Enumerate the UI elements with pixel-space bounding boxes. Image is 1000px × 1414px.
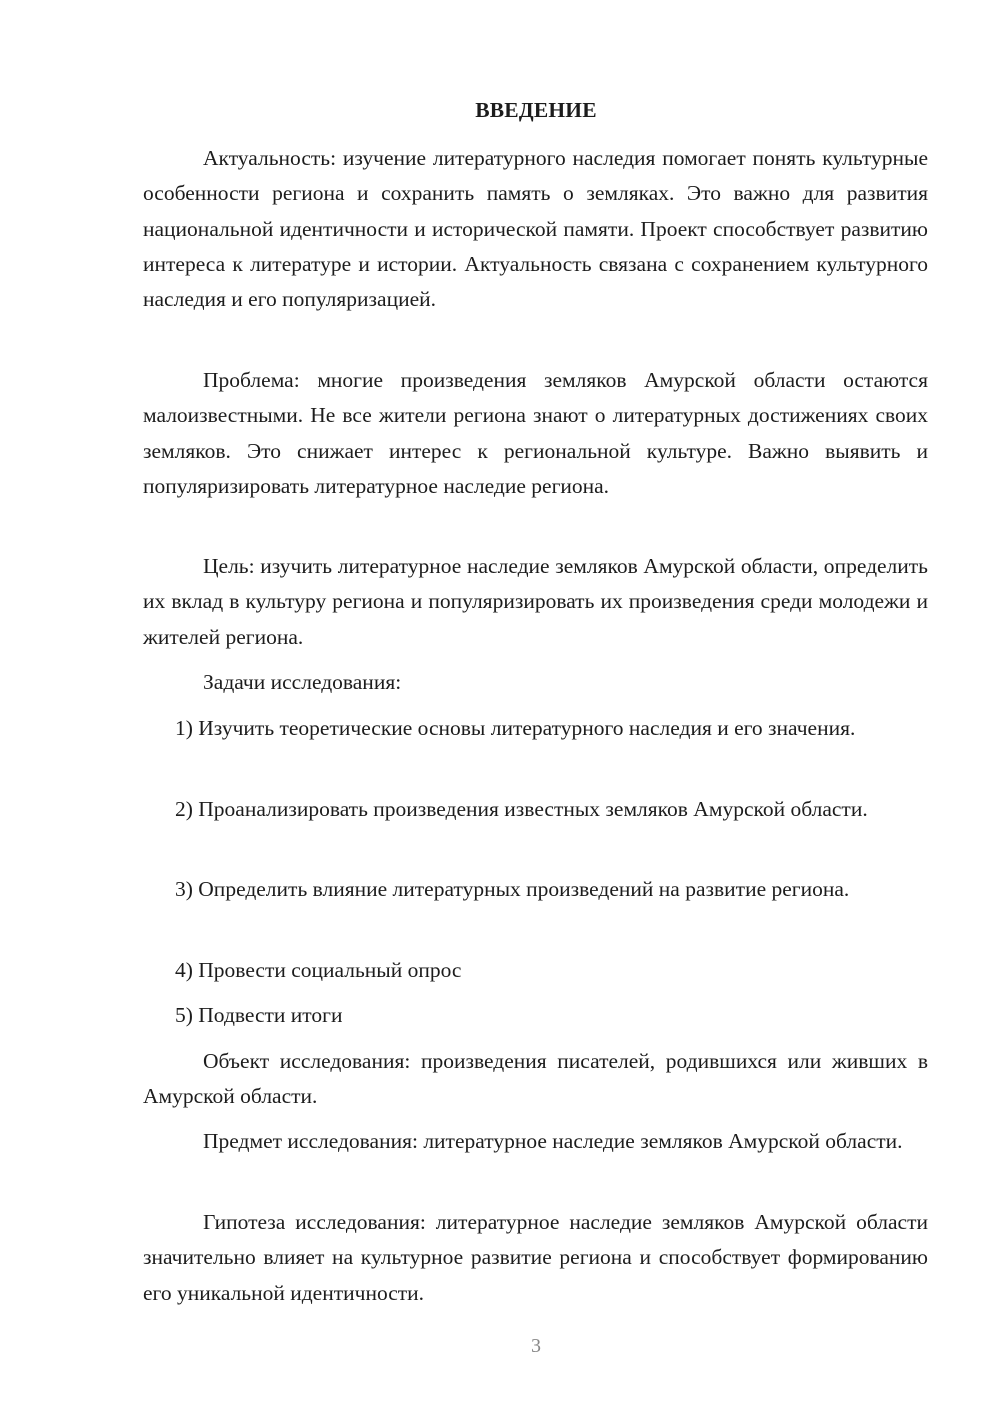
task-item-2: 2) Проанализировать произведения известных земляков Амурской области. (175, 797, 868, 821)
tasks-title: Задачи исследования: (203, 670, 402, 694)
goal-paragraph: Цель: изучить литературное наследие земляков Амурской области, определить их вклад в культуру региона и популяризировать их произведения среди молодежи и жителей региона. (143, 554, 928, 649)
task-item-4: 4) Провести социальный опрос (175, 958, 462, 982)
task-item-5: 5) Подвести итоги (175, 1003, 343, 1027)
section-heading: ВВЕДЕНИЕ (475, 98, 597, 122)
subject-paragraph: Предмет исследования: литературное наследие земляков Амурской области. (203, 1129, 903, 1153)
object-paragraph: Объект исследования: произведения писателей, родившихся или живших в Амурской области. (143, 1049, 928, 1109)
relevance-paragraph: Актуальность: изучение литературного наследия помогает понять культурные особенности региона и сохранить память о земляках. Это важно для развития национальной идентичности и исторической памяти. Проект способствует развитию интереса к литературе и истории. Актуальность связана с сохранением культурного наследия и его популяризацией. (143, 146, 928, 312)
page-number: 3 (531, 1335, 541, 1357)
task-item-3: 3) Определить влияние литературных произведений на развитие региона. (175, 877, 850, 901)
task-item-1: 1) Изучить теоретические основы литературного наследия и его значения. (175, 716, 856, 740)
hypothesis-paragraph: Гипотеза исследования: литературное наследие земляков Амурской области значительно влияет на культурное развитие региона и способствует формированию его уникальной идентичности. (143, 1210, 928, 1305)
problem-paragraph: Проблема: многие произведения земляков Амурской области остаются малоизвестными. Не все жители региона знают о литературных достижениях своих земляков. Это снижает интерес к региональной культуре. Важно выявить и популяризировать литературное наследие региона. (143, 368, 928, 498)
